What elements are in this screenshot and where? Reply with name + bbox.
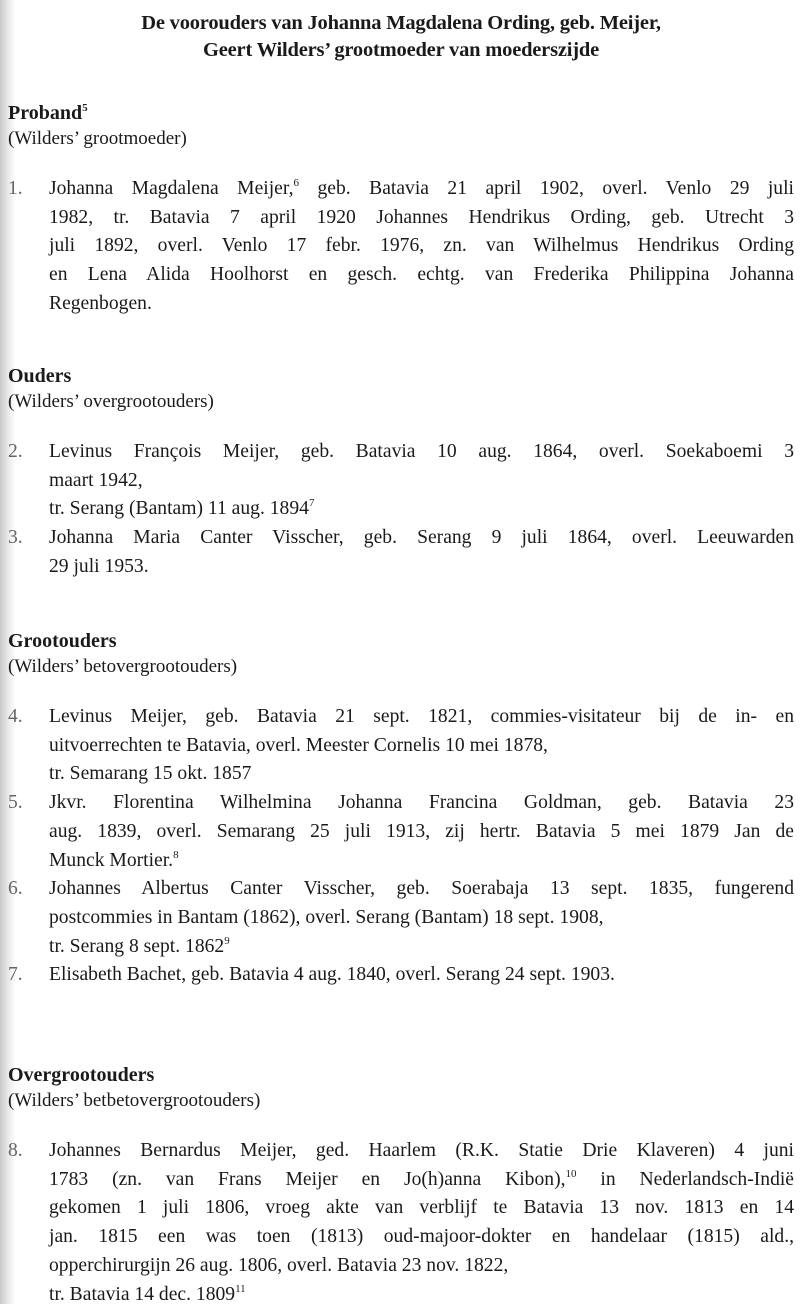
section-subtitle: (Wilders’ grootmoeder) bbox=[8, 128, 187, 149]
entry-line: Munck Mortier.$^8$ bbox=[49, 848, 179, 871]
document-page bbox=[8, 0, 795, 1305]
section-subtitle: (Wilders’ betovergrootouders) bbox=[8, 656, 238, 677]
ancestor-entry bbox=[8, 703, 794, 789]
section-grootouders bbox=[8, 628, 794, 990]
section-heading: Proband$^5$ bbox=[8, 102, 88, 124]
entry-line: Levinus François Meijer, geb. Batavia 10 aug. 1864, overl. Soekaboemi 3 bbox=[49, 441, 794, 462]
entry-number: 7. bbox=[8, 964, 23, 986]
entry-line: tr. Semarang 15 okt. 1857 bbox=[49, 763, 252, 785]
entry-line: postcommies in Bantam (1862), overl. Serang (Bantam) 18 sept. 1908, bbox=[49, 906, 604, 928]
section-heading: Grootouders bbox=[8, 630, 117, 652]
footnote-marker: 8 bbox=[173, 848, 179, 861]
ancestor-entry bbox=[8, 1137, 794, 1309]
entry-list bbox=[8, 703, 794, 990]
page-title bbox=[8, 10, 794, 64]
section-overgrootouders bbox=[8, 1062, 794, 1309]
footnote-marker: 7 bbox=[308, 497, 315, 510]
entry-line: tr. Batavia 14 dec. 1809$^{11}$ bbox=[49, 1282, 246, 1305]
entry-number: 2. bbox=[8, 441, 23, 462]
entry-line: Johanna Magdalena Meijer,$^6$ geb. Batavia 21 april 1902, overl. Venlo 29 juli bbox=[49, 177, 794, 199]
page-title-line-2: Geert Wilders’ grootmoeder van moederszijde bbox=[203, 39, 599, 61]
entry-line: Elisabeth Bachet, geb. Batavia 4 aug. 1840, overl. Serang 24 sept. 1903. bbox=[49, 964, 615, 986]
entry-line: uitvoerrechten te Batavia, overl. Meester Cornelis 10 mei 1878, bbox=[49, 734, 548, 756]
entry-line: 1783 (zn. van Frans Meijer en Jo(h)anna Kibon),$^{10}$ in Nederlandsch-Indië bbox=[49, 1167, 795, 1190]
section-heading: Overgrootouders bbox=[8, 1064, 155, 1086]
entry-line: maart 1942, bbox=[49, 469, 143, 491]
section-subtitle: (Wilders’ betbetovergrootouders) bbox=[8, 1090, 261, 1111]
entry-number: 5. bbox=[8, 792, 23, 814]
ancestor-entry bbox=[8, 961, 794, 990]
entry-line: Levinus Meijer, geb. Batavia 21 sept. 1821, commies-visitateur bij de in- en bbox=[49, 706, 794, 727]
entry-list bbox=[8, 175, 794, 319]
footnote-marker: 11 bbox=[235, 1282, 246, 1295]
section-heading: Ouders bbox=[8, 365, 72, 387]
entry-line: tr. Serang (Bantam) 11 aug. 1894$^7$ bbox=[49, 497, 315, 520]
page-title-line-1: De voorouders van Johanna Magdalena Ording, geb. Meijer, bbox=[141, 12, 661, 34]
entry-line: opperchirurgijn 26 aug. 1806, overl. Batavia 23 nov. 1822, bbox=[49, 1254, 509, 1276]
entry-number: 1. bbox=[8, 178, 23, 199]
ancestor-entry bbox=[8, 789, 794, 875]
entry-number: 8. bbox=[8, 1140, 23, 1161]
entry-line: jan. 1815 een was toen (1813) oud-majoor-dokter en handelaar (1815) ald., bbox=[49, 1226, 794, 1248]
section-ouders bbox=[8, 363, 794, 582]
entry-line: en Lena Alida Hoolhorst en gesch. echtg. van Frederika Philippina Johanna bbox=[49, 264, 794, 286]
footnote-marker: 5 bbox=[82, 102, 88, 114]
ancestor-entry bbox=[8, 175, 794, 319]
footnote-marker: 6 bbox=[293, 177, 300, 189]
entry-number: 3. bbox=[8, 527, 23, 549]
section-proband bbox=[8, 100, 794, 319]
entry-list bbox=[8, 1137, 794, 1309]
entry-line: 1982, tr. Batavia 7 april 1920 Johannes Hendrikus Ording, geb. Utrecht 3 bbox=[49, 206, 794, 228]
footnote-marker: 9 bbox=[224, 934, 230, 947]
entry-line: Johannes Albertus Canter Visscher, geb. Soerabaja 13 sept. 1835, fungerend bbox=[49, 878, 794, 900]
section-subtitle: (Wilders’ overgrootouders) bbox=[8, 391, 214, 412]
ancestor-entry bbox=[8, 524, 794, 581]
entry-line: Johannes Bernardus Meijer, ged. Haarlem (R.K. Statie Drie Klaveren) 4 juni bbox=[49, 1140, 794, 1161]
entry-list bbox=[8, 438, 794, 582]
ancestor-entry bbox=[8, 875, 794, 961]
entry-line: gekomen 1 juli 1806, vroeg akte van verblijf te Batavia 13 nov. 1813 en 14 bbox=[49, 1197, 794, 1219]
entry-line: tr. Serang 8 sept. 1862$^9$ bbox=[49, 934, 230, 957]
entry-line: 29 juli 1953. bbox=[49, 555, 149, 577]
entry-line: aug. 1839, overl. Semarang 25 juli 1913, zij hertr. Batavia 5 mei 1879 Jan de bbox=[49, 820, 794, 842]
entry-line: Johanna Maria Canter Visscher, geb. Serang 9 juli 1864, overl. Leeuwarden bbox=[49, 527, 794, 549]
entry-line: Jkvr. Florentina Wilhelmina Johanna Francina Goldman, geb. Batavia 23 bbox=[49, 792, 794, 814]
entry-number: 6. bbox=[8, 878, 23, 900]
ancestor-entry bbox=[8, 438, 794, 524]
entry-number: 4. bbox=[8, 706, 23, 727]
entry-line: Regenbogen. bbox=[49, 292, 152, 314]
footnote-marker: 10 bbox=[565, 1167, 577, 1180]
entry-line: juli 1892, overl. Venlo 17 febr. 1976, zn. van Wilhelmus Hendrikus Ording bbox=[49, 235, 794, 257]
